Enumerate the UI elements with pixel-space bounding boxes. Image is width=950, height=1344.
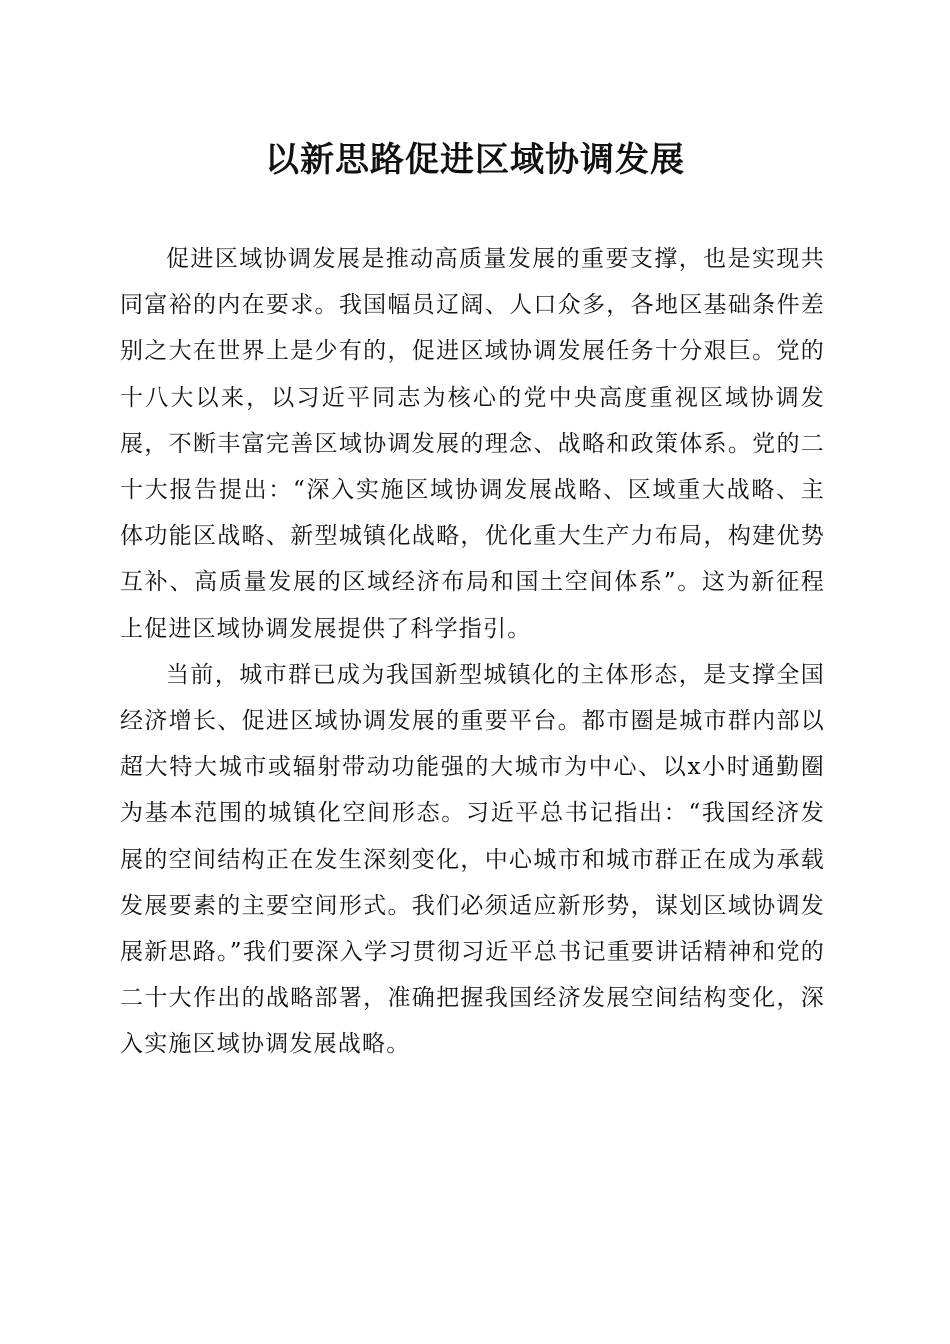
paragraph-2: 当前，城市群已成为我国新型城镇化的主体形态，是支撑全国经济增长、促进区域协调发展的重要平台。都市圈是城市群内部以超大特大城市或辐射带动功能强的大城市为中心、以x小时通勤圈为基本范围的城镇化空间形态。习近平总书记指出：“我国经济发展的空间结构正在发生深刻变化，中心城市和城市群正在成为承载发展要素的主要空间形式。我们必须适应新形势，谋划区域协调发展新思路。”我们要深入学习贯彻习近平总书记重要讲话精神和党的二十大作出的战略部署，准确把握我国经济发展空间结构变化，深入实施区域协调发展战略。 [120,661,825,1058]
document-body [120,236,825,1068]
document-title: 以新思路促进区域协调发展 [265,140,685,180]
paragraph-1: 促进区域协调发展是推动高质量发展的重要支撑，也是实现共同富裕的内在要求。我国幅员辽阔、人口众多，各地区基础条件差别之大在世界上是少有的，促进区域协调发展任务十分艰巨。党的十八大以来，以习近平同志为核心的党中央高度重视区域协调发展，不断丰富完善区域协调发展的理念、战略和政策体系。党的二十大报告提出：“深入实施区域协调发展战略、区域重大战略、主体功能区战略、新型城镇化战略，优化重大生产力布局，构建优势互补、高质量发展的区域经济布局和国土空间体系”。这为新征程上促进区域协调发展提供了科学指引。 [120,246,825,642]
